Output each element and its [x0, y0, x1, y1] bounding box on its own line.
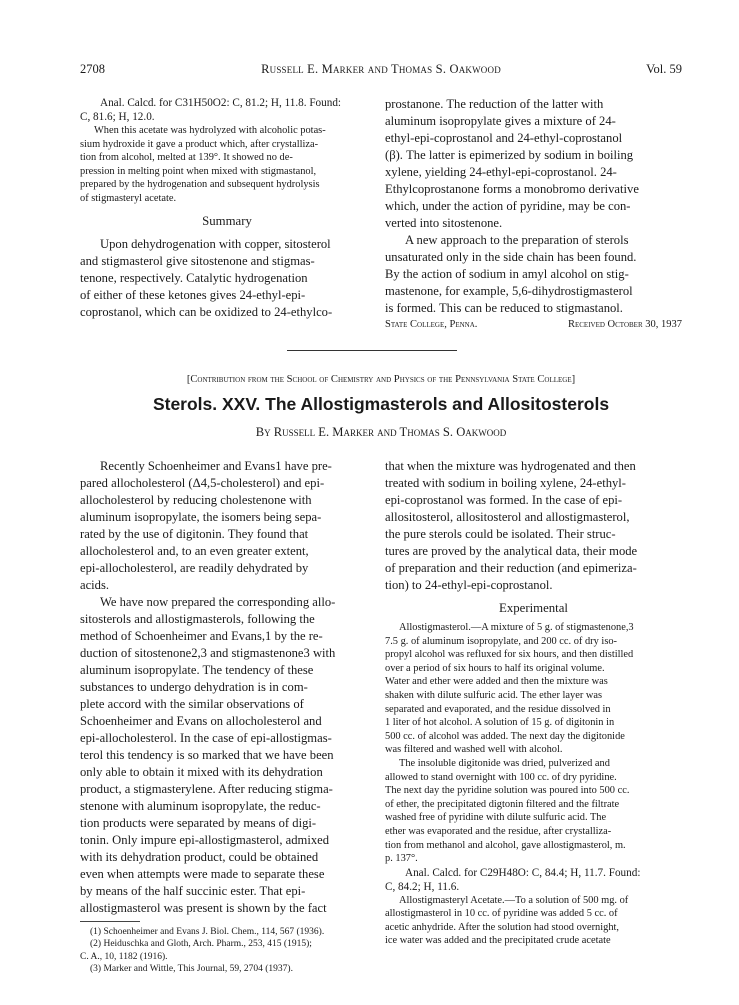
text-line: of either of these ketones gives 24-ethyl-epi-: [80, 287, 306, 302]
text-line: tures are proved by the analytical data, their mode: [385, 544, 638, 558]
location: State College, Penna.: [385, 319, 478, 330]
text-line: Upon dehydrogenation with copper, sitosterol: [100, 236, 331, 251]
text-line: which, under the action of pyridine, may be con-: [385, 199, 631, 213]
text-line: 500 cc. of alcohol was added. The next day the digitonide: [385, 730, 625, 742]
text-line: 1 liter of hot alcohol. A solution of 15 g. of digitonin in: [385, 717, 615, 729]
text-line: acids.: [80, 578, 110, 592]
text-line: Anal. Calcd. for C31H50O2: C, 81.2; H, 11.8. Found:: [100, 97, 342, 109]
text-line: C, 84.2; H, 11.6.: [385, 880, 460, 893]
text-line: tion from alcohol, melted at 139°. It showed no de-: [80, 152, 293, 164]
text-line: prostanone. The reduction of the latter with: [385, 97, 604, 111]
text-line: p. 137°.: [385, 853, 418, 865]
text-line: sitosterols and allostigmasterols, following the: [80, 612, 315, 626]
body-right-column: [385, 458, 682, 948]
text-line: 7.5 g. of aluminum isopropylate, and 200 cc. of dry iso-: [385, 635, 618, 647]
text-line: coprostanol, which can be oxidized to 24-ethylco-: [80, 304, 333, 319]
text-line: was filtered and washed well with alcohol.: [385, 744, 563, 756]
text-line: acetic anhydride. After the solution had stood overnight,: [385, 921, 620, 933]
text-line: Ethylcoprostanone forms a monobromo derivative: [385, 182, 639, 196]
paragraph-continuation: [385, 458, 682, 594]
article-byline: By Russell E. Marker and Thomas S. Oakwood: [255, 425, 507, 439]
text-line: tenone, respectively. Catalytic hydrogenation: [80, 270, 308, 285]
running-header: [80, 62, 682, 80]
text-line: treated with sodium in boiling xylene, 24-ethyl-: [385, 476, 626, 490]
summary-paragraph-2: [385, 232, 682, 317]
allostigmasterol-section: [385, 621, 682, 757]
text-line: The next day the pyridine solution was poured into 500 cc.: [385, 785, 630, 797]
footnote: (2) Heiduschka and Gloth, Arch. Pharm., 253, 415 (1915);: [90, 939, 312, 950]
volume-label: Vol. 59: [646, 62, 682, 76]
text-line: tion) to 24-ethyl-epi-coprostanol.: [385, 578, 553, 592]
text-line: Schoenheimer and Evans on allocholesterol and: [80, 714, 322, 728]
text-line: Recently Schoenheimer and Evans1 have pre-: [100, 459, 332, 473]
text-line: epi-allocholesterol. In the case of epi-allostigmas-: [80, 731, 332, 745]
text-line: C, 81.6; H, 12.0.: [80, 111, 155, 123]
text-line: When this acetate was hydrolyzed with alcoholic potas-: [94, 125, 326, 136]
summary-paragraph: [80, 236, 374, 321]
text-line: We have now prepared the corresponding allo-: [100, 595, 336, 609]
text-line: aluminum isopropylate, the isomers being sepa-: [80, 510, 322, 524]
text-line: allocholesterol by reducing cholestenone with: [80, 493, 312, 507]
text-line: Allostigmasterol.—A mixture of 5 g. of stigmastenone,3: [399, 622, 634, 633]
text-line: separated and evaporated, and the residue dissolved in: [385, 703, 611, 715]
text-line: ethyl-epi-coprostanol and 24-ethyl-coprostanol: [385, 131, 623, 145]
text-line: A new approach to the preparation of sterols: [405, 233, 629, 247]
text-line: verted into sitostenone.: [385, 216, 503, 230]
text-line: Allostigmasteryl Acetate.—To a solution of 500 mg. of: [399, 894, 629, 906]
summary-continuation: [385, 96, 682, 232]
text-line: of ether, the precipitated digtonin filtered and the filtrate: [385, 798, 620, 810]
text-line: allostigmasterol in 10 cc. of pyridine was added 5 cc. of: [385, 908, 618, 920]
text-line: shaken with dilute sulfuric acid. The ether layer was: [385, 689, 603, 701]
text-line: ice water was added and the precipitated crude acetate: [385, 935, 611, 947]
text-line: tion products were separated by means of digi-: [80, 816, 317, 830]
text-line: pared allocholesterol (Δ4,5-cholesterol) and epi-: [80, 476, 325, 490]
text-line: plete accord with the similar observations of: [80, 697, 304, 711]
text-line: ether was evaporated and the residue, after crystalliza-: [385, 825, 612, 837]
text-line: unsaturated only in the side chain has been found.: [385, 250, 637, 264]
text-line: tonin. Only impure epi-allostigmasterol, admixed: [80, 833, 330, 847]
anal-result: [80, 96, 374, 124]
text-line: tion from methanol and alcohol, gave allostigmasterol, m.: [385, 839, 626, 851]
text-line: propyl alcohol was refluxed for six hours, and then distilled: [385, 649, 634, 661]
text-line: (β). The latter is epimerized by sodium in boiling: [385, 148, 634, 162]
text-line: substances to undergo dehydration is in com-: [80, 680, 308, 694]
text-line: and stigmasterol give sitostenone and stigmas-: [80, 253, 315, 268]
text-line: method of Schoenheimer and Evans,1 by the re-: [80, 629, 323, 643]
text-line: by means of the half succinic ester. That epi-: [80, 884, 306, 898]
text-line: is formed. This can be reduced to stigmastanol.: [385, 301, 623, 315]
text-line: pression in melting point when mixed with stigmastanol,: [80, 165, 317, 177]
text-line: terol this tendency is so marked that we have been: [80, 748, 334, 762]
page-number: 2708: [80, 62, 105, 76]
text-line: of preparation and their reduction (and epimeriza-: [385, 561, 637, 575]
body-left-column: [80, 458, 374, 976]
top-right-column: [385, 96, 682, 330]
text-line: rated by the use of digitonin. They found that: [80, 527, 309, 541]
article-title: Sterols. XXV. The Allostigmasterols and Allositosterols: [152, 394, 610, 414]
summary-heading: Summary: [202, 213, 252, 228]
received-date: Received October 30, 1937: [567, 319, 682, 330]
text-line: allostigmasterol was present is shown by the fact: [80, 901, 327, 915]
anal-result-2: [385, 866, 682, 894]
text-line: allositosterol, allositosterol and allostigmasterol,: [385, 510, 630, 524]
text-line: allocholesterol and, to an even greater extent,: [80, 544, 309, 558]
text-line: of stigmasteryl acetate.: [80, 192, 177, 204]
text-line: aluminum isopropylate gives a mixture of 24-: [385, 114, 616, 128]
text-line: aluminum isopropylate. The tendency of these: [80, 663, 314, 677]
text-line: that when the mixture was hydrogenated and then: [385, 459, 636, 473]
top-left-column: [80, 96, 374, 321]
experimental-heading: Experimental: [499, 601, 568, 615]
separator-rule: [287, 350, 457, 351]
text-line: allowed to stand overnight with 100 cc. of dry pyridine.: [385, 771, 617, 783]
acetate-section: [385, 894, 682, 948]
text-line: Water and ether were added and then the mixture was: [385, 676, 608, 688]
text-line: only able to obtain it mixed with its dehydration: [80, 765, 323, 779]
text-line: xylene, yielding 24-ethyl-epi-coprostanol. 24-: [385, 165, 617, 179]
text-line: over a period of six hours to half its original volume.: [385, 662, 605, 674]
text-line: Anal. Calcd. for C29H48O: C, 84.4; H, 11.7. Found:: [405, 866, 641, 879]
hydrolysis-note: [80, 124, 374, 206]
signature-line: [385, 319, 682, 330]
text-line: prepared by the hydrogenation and subsequent hydrolysis: [80, 179, 320, 191]
text-line: By the action of sodium in amyl alcohol on stig-: [385, 267, 629, 281]
text-line: product, a stigmasterylene. After reducing stigma-: [80, 782, 333, 796]
text-line: epi-allocholesterol, are readily dehydrated by: [80, 561, 309, 575]
footnote: C. A., 10, 1182 (1916).: [80, 951, 168, 962]
text-line: stenone with aluminum isopropylate, the reduc-: [80, 799, 321, 813]
text-line: with its dehydration product, could be obtained: [80, 850, 319, 864]
digitonide-section: [385, 757, 682, 866]
contribution-line: [Contribution from the School of Chemistry and Physics of the Pennsylvania State College]: [186, 374, 576, 385]
text-line: the pure sterols could be isolated. Their struc-: [385, 527, 616, 541]
footnotes: [80, 926, 374, 976]
text-line: duction of sitostenone2,3 and stigmastenone3 with: [80, 646, 336, 660]
text-line: epi-coprostanol was formed. In the case of epi-: [385, 493, 623, 507]
footnote-rule: [80, 921, 140, 922]
text-line: The insoluble digitonide was dried, pulverized and: [399, 757, 610, 769]
text-line: washed free of pyridine with dilute sulfuric acid. The: [385, 812, 607, 824]
text-line: mastenone, for example, 5,6-dihydrostigmasterol: [385, 284, 633, 298]
paragraph-method: [80, 594, 374, 917]
paragraph-intro: [80, 458, 374, 594]
footnote: (1) Schoenheimer and Evans J. Biol. Chem., 114, 567 (1936).: [90, 927, 325, 937]
text-line: sium hydroxide it gave a product which, after crystalliza-: [80, 138, 319, 150]
footnote: (3) Marker and Wittle, This Journal, 59, 2704 (1937).: [90, 964, 293, 975]
text-line: even when attempts were made to separate these: [80, 867, 325, 881]
running-authors: Russell E. Marker and Thomas S. Oakwood: [261, 62, 501, 76]
